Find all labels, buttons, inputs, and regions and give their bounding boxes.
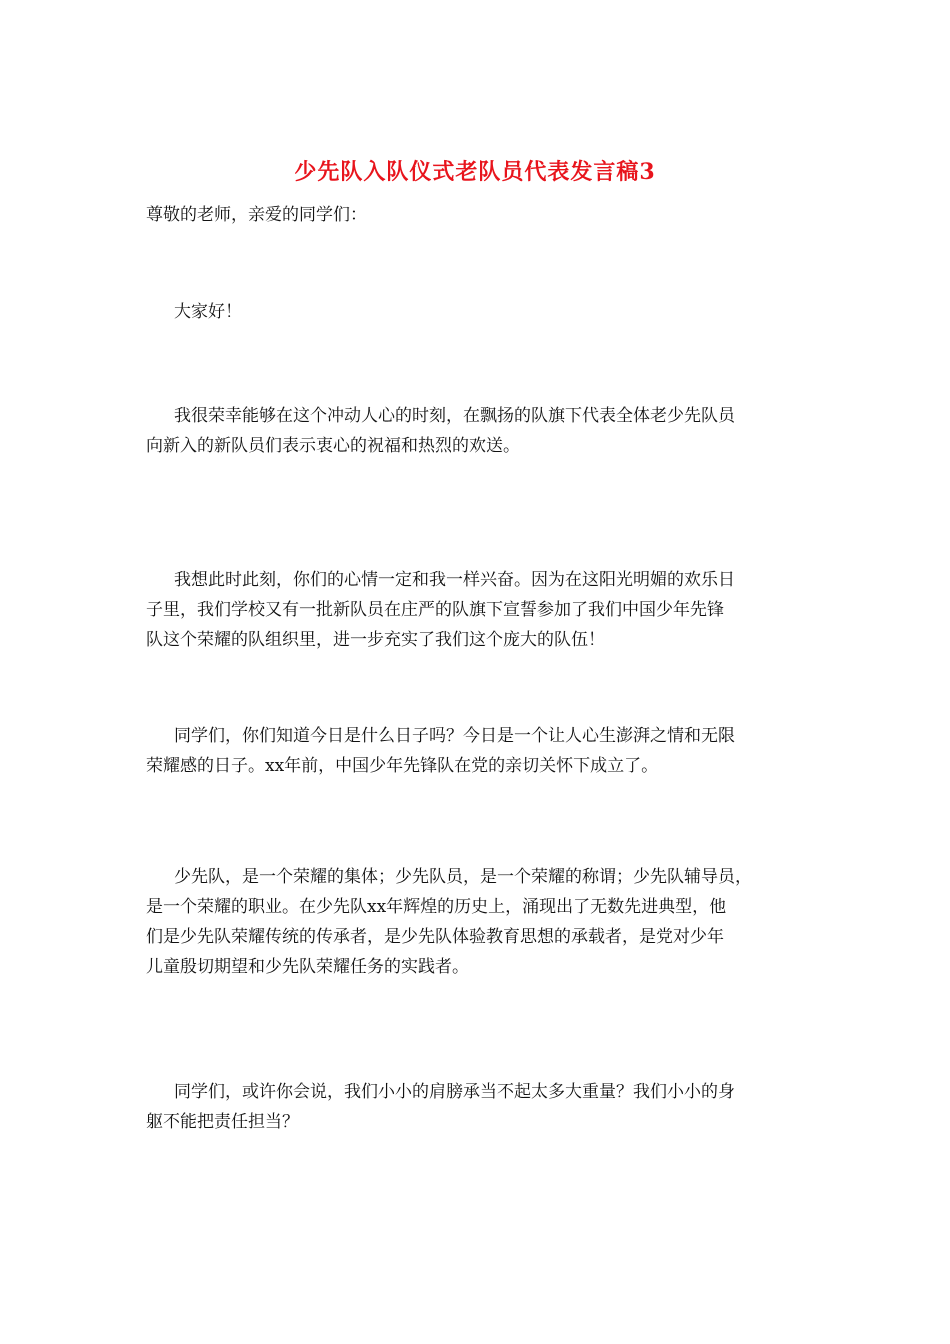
paragraph-line: 是一个荣耀的职业。在少先队xx年辉煌的历史上，涌现出了无数先进典型，他: [146, 897, 727, 917]
salutation: 尊敬的老师，亲爱的同学们：: [146, 205, 367, 225]
paragraph-honor: [146, 401, 826, 461]
paragraph-line: 向新入的新队员们表示衷心的祝福和热烈的欢送。: [146, 436, 520, 456]
paragraph-line: 我想此时此刻，你们的心情一定和我一样兴奋。因为在这阳光明媚的欢乐日: [174, 570, 735, 590]
paragraph-line: 荣耀感的日子。xx年前，中国少年先锋队在党的亲切关怀下成立了。: [146, 756, 659, 776]
paragraph-greeting: [146, 297, 826, 327]
paragraph-line: 我很荣幸能够在这个冲动人心的时刻，在飘扬的队旗下代表全体老少先队员: [174, 406, 735, 426]
paragraph-line: 大家好！: [174, 302, 242, 322]
paragraph-line: 子里，我们学校又有一批新队员在庄严的队旗下宣誓参加了我们中国少年先锋: [146, 600, 724, 620]
paragraph-line: 少先队，是一个荣耀的集体；少先队员，是一个荣耀的称谓；少先队辅导员，: [174, 867, 752, 887]
paragraph-young-pioneers: [146, 862, 826, 982]
document-title: 少先队入队仪式老队员代表发言稿3: [294, 159, 656, 185]
paragraph-line: 儿童殷切期望和少先队荣耀任务的实践者。: [146, 957, 469, 977]
paragraph-line: 同学们，或许你会说，我们小小的肩膀承当不起太多大重量？我们小小的身: [174, 1082, 735, 1102]
paragraph-excitement: [146, 565, 826, 655]
paragraph-responsibility: [146, 1077, 826, 1137]
paragraph-line: 躯不能把责任担当？: [146, 1112, 299, 1132]
paragraph-today: [146, 721, 826, 781]
paragraph-line: 同学们，你们知道今日是什么日子吗？今日是一个让人心生澎湃之情和无限: [174, 726, 735, 746]
paragraph-line: 们是少先队荣耀传统的传承者，是少先队体验教育思想的承载者，是党对少年: [146, 927, 724, 947]
paragraph-line: 队这个荣耀的队组织里，进一步充实了我们这个庞大的队伍！: [146, 630, 605, 650]
